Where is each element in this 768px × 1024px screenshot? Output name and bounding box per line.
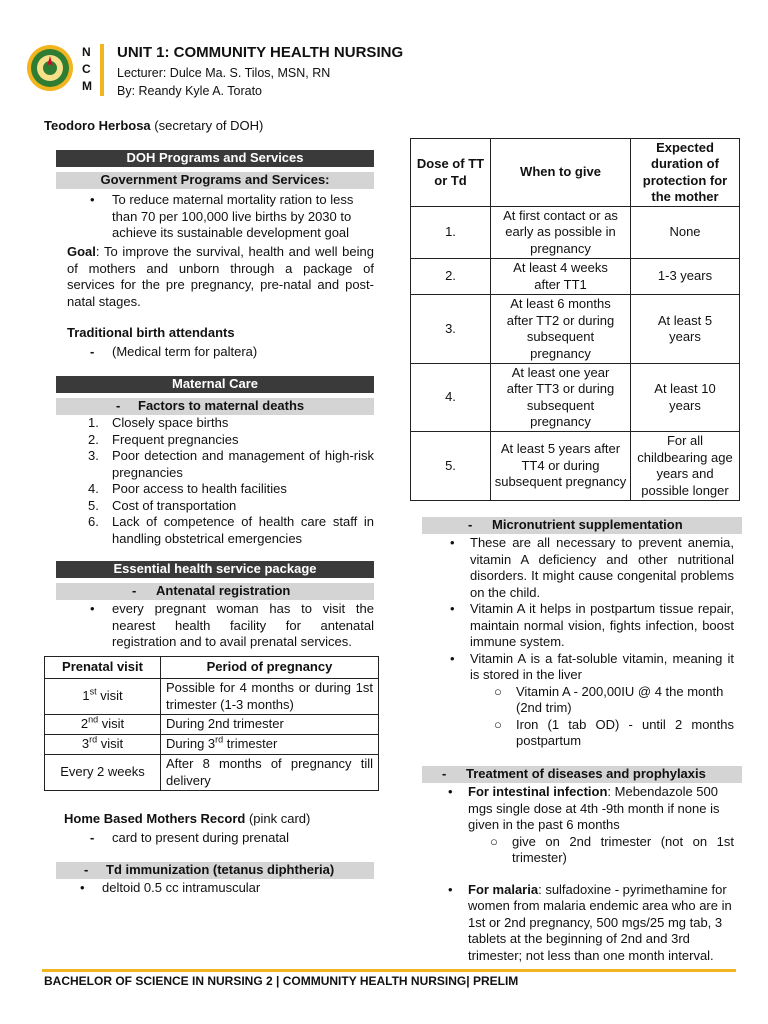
secretary-role: (secretary of DOH) — [154, 118, 264, 133]
prenatal-table — [44, 656, 379, 791]
author-line: By: Reandy Kyle A. Torato — [117, 84, 262, 98]
dose-cell: 2. — [411, 259, 491, 295]
td-dash: - — [84, 862, 89, 877]
table-row — [411, 432, 740, 501]
dose-cell: 5. — [411, 432, 491, 501]
school-seal — [26, 44, 74, 92]
micro-list — [450, 535, 734, 750]
period-cell: During 3rd trimester — [161, 735, 379, 755]
table-header-row — [45, 657, 379, 679]
table-row — [411, 207, 740, 259]
section-bar-maternal: Maternal Care — [56, 376, 374, 393]
treatment-list — [448, 784, 734, 964]
when-cell: At least 4 weeks after TT1 — [491, 259, 631, 295]
micro-sub-bullet-text: Vitamin A - 200,00IU @ 4 the month (2nd trim) — [516, 683, 724, 715]
factors-label: Factors to maternal deaths — [138, 398, 305, 413]
dose-cell: 4. — [411, 364, 491, 432]
secretary-name: Teodoro Herbosa — [44, 118, 151, 133]
table-header: When to give — [491, 139, 631, 207]
list-text: Poor access to health facilities — [112, 481, 287, 496]
section-bar-essential: Essential health service package — [56, 561, 374, 578]
list-item: ○ give on 2nd trimester (not on 1st trimester) — [490, 833, 734, 865]
duration-cell: At least 5 years — [631, 295, 740, 364]
ncm-letter: C — [82, 62, 91, 76]
home-record-line — [64, 811, 310, 828]
subsection-bar-micro — [422, 517, 742, 534]
doh-bullet: • To reduce maternal mortality ration to less than 70 per 100,000 live births by 2030 to achieve its sustainable development goal — [90, 192, 354, 240]
treatment-label: Treatment of diseases and prophylaxis — [466, 766, 706, 781]
doh-bullet-text: To reduce maternal mortality ration to less than 70 per 100,000 live births by 2030 to achieve its sustainable development goal — [112, 192, 354, 240]
visit-cell: Every 2 weeks — [45, 755, 161, 791]
home-record-item — [90, 830, 374, 847]
list-item: ○ Vitamin A - 200,00IU @ 4 the month (2nd trim) — [494, 683, 724, 715]
tba-item-text: (Medical term for paltera) — [112, 344, 258, 359]
list-number: 4. — [88, 481, 99, 496]
home-dash: - — [90, 830, 95, 845]
treatment-dash: - — [442, 766, 447, 781]
table-row — [45, 715, 379, 735]
when-cell: At first contact or as early as possible in pregnancy — [491, 207, 631, 259]
visit-cell: 1st visit — [45, 679, 161, 715]
tba-item — [90, 344, 374, 361]
micro-bullet-text: Vitamin A it helps in postpartum tissue repair, maintain normal vision, fights infection, boost immune system. — [470, 601, 734, 649]
footer-rule — [42, 969, 736, 972]
list-item — [88, 415, 374, 432]
duration-cell: 1-3 years — [631, 259, 740, 295]
micro-sub-bullet-text: Iron (1 tab OD) - until 2 months postpartum — [516, 716, 734, 748]
when-cell: At least 6 months after TT2 or during subsequent pregnancy — [491, 295, 631, 364]
section-bar-doh: DOH Programs and Services — [56, 150, 374, 167]
ncm-letter: M — [82, 79, 92, 93]
list-item: • For malaria: sulfadoxine - pyrimethamine for women from malaria endemic area who are in 1st or 2nd pregnancy, 500 mgs/25 mg tab, 3 tablets at the beginning of 2nd and 3rd trimester; not less than one month interval. — [448, 881, 732, 963]
antenatal-dash: - — [132, 583, 137, 598]
footer-text: BACHELOR OF SCIENCE IN NURSING 2 | COMMUNITY HEALTH NURSING| PRELIM — [44, 974, 519, 988]
ncm-letters — [82, 44, 96, 95]
list-item: • Vitamin A is a fat-soluble vitamin, meaning it is stored in the liver — [450, 650, 734, 682]
subsection-bar-treatment — [422, 766, 742, 783]
list-item: • For intestinal infection: Mebendazole 500 mgs single dose at 4th -9th month if none is given in the past 6 months — [448, 784, 720, 832]
dose-cell: 1. — [411, 207, 491, 259]
list-item — [88, 448, 374, 481]
tba-heading: Traditional birth attendants — [67, 325, 235, 340]
list-number: 1. — [88, 415, 99, 430]
intestinal-sub-text: give on 2nd trimester (not on 1st trimester) — [512, 833, 734, 865]
list-item — [88, 481, 374, 498]
unit-title: UNIT 1: COMMUNITY HEALTH NURSING — [117, 44, 404, 61]
home-record-heading: Home Based Mothers Record — [64, 811, 246, 826]
table-header: Period of pregnancy — [161, 657, 379, 679]
table-row — [45, 755, 379, 791]
subsection-bar-antenatal — [56, 583, 374, 600]
table-header: Dose of TT or Td — [411, 139, 491, 207]
list-item — [88, 514, 374, 547]
antenatal-label: Antenatal registration — [156, 583, 291, 598]
list-text: Frequent pregnancies — [112, 431, 239, 447]
malaria-text: : sulfadoxine - pyrimethamine for women from malaria endemic area who are in 1st or 2nd pregnancy, 500 mgs/25 mg tab, 3 tablets at the beginning of 2nd and 3rd trimester; not less than one month interval. — [468, 881, 732, 963]
factors-dash: - — [116, 398, 121, 413]
duration-cell: At least 10 years — [631, 364, 740, 432]
goal-text: : To improve the survival, health and well being of mothers and unborn through a package of services for the pre pregnancy, pre-natal and post-natal stages. — [67, 244, 374, 309]
td-bullet-text: deltoid 0.5 cc intramuscular — [102, 880, 261, 895]
lecturer-line: Lecturer: Dulce Ma. S. Tilos, MSN, RN — [117, 66, 331, 80]
subsection-bar-gov: Government Programs and Services: — [56, 172, 374, 189]
period-cell: After 8 months of pregnancy till delivery — [161, 755, 379, 791]
table-row — [411, 259, 740, 295]
subsection-bar-td — [56, 862, 374, 879]
duration-cell: For all childbearing age years and possible longer — [631, 432, 740, 501]
td-bullet: • deltoid 0.5 cc intramuscular — [80, 880, 261, 895]
micro-label: Micronutrient supplementation — [492, 517, 683, 532]
period-cell: Possible for 4 months or during 1st trimester (1-3 months) — [161, 679, 379, 715]
list-number: 2. — [88, 431, 99, 447]
ncm-letter: N — [82, 45, 91, 59]
table-row — [411, 295, 740, 364]
list-item: • These are all necessary to prevent anemia, vitamin A deficiency and other nutritional disorders. It might cause congenital problems on the child. — [450, 535, 734, 600]
subsection-bar-factors — [56, 398, 374, 415]
goal-paragraph — [67, 244, 374, 310]
visit-cell: 2nd visit — [45, 715, 161, 735]
list-text: Lack of competence of health care staff in handling obstetrical emergencies — [112, 514, 374, 546]
when-cell: At least 5 years after TT4 or during subsequent pregnancy — [491, 432, 631, 501]
duration-cell: None — [631, 207, 740, 259]
table-row — [411, 364, 740, 432]
period-cell: During 2nd trimester — [161, 715, 379, 735]
intestinal-label: For intestinal infection — [468, 784, 608, 799]
goal-label: Goal — [67, 244, 96, 259]
when-cell: At least one year after TT3 or during subsequent pregnancy — [491, 364, 631, 432]
header-accent-bar — [100, 44, 104, 96]
list-text: Closely space births — [112, 415, 229, 430]
micro-bullet-text: Vitamin A is a fat-soluble vitamin, meaning it is stored in the liver — [470, 650, 734, 682]
table-header-row — [411, 139, 740, 207]
intestinal-text: : Mebendazole 500 mgs single dose at 4th -9th month if none is given in the past 6 months — [468, 784, 720, 832]
visit-cell: 3rd visit — [45, 735, 161, 755]
tt-table — [410, 138, 740, 501]
antenatal-bullet-text: every pregnant woman has to visit the nearest health facility for antenatal registration and to avail prenatal services. — [112, 601, 374, 649]
td-label: Td immunization (tetanus diphtheria) — [106, 862, 335, 877]
malaria-label: For malaria — [468, 881, 539, 897]
home-record-tail: (pink card) — [245, 811, 311, 826]
table-header: Expected duration of protection for the mother — [631, 139, 740, 207]
tba-dash: - — [90, 344, 95, 359]
list-item: • Vitamin A it helps in postpartum tissue repair, maintain normal vision, fights infection, boost immune system. — [450, 601, 734, 649]
list-item — [88, 432, 374, 449]
dose-cell: 3. — [411, 295, 491, 364]
micro-bullet-text: These are all necessary to prevent anemia, vitamin A deficiency and other nutritional disorders. It might cause congenital problems on the child. — [470, 535, 734, 600]
table-row — [45, 735, 379, 755]
home-item-text: card to present during prenatal — [112, 830, 290, 845]
list-number: 6. — [88, 514, 99, 529]
antenatal-bullet: • every pregnant woman has to visit the nearest health facility for antenatal registration and to avail prenatal services. — [90, 601, 374, 649]
secretary-line — [44, 118, 263, 135]
list-number: 3. — [88, 448, 99, 463]
table-header: Prenatal visit — [45, 657, 161, 679]
list-item — [88, 498, 374, 515]
list-item: ○ Iron (1 tab OD) - until 2 months postpartum — [494, 716, 734, 748]
list-text: Cost of transportation — [112, 497, 237, 513]
list-number: 5. — [88, 497, 99, 513]
factors-list — [88, 415, 374, 547]
list-text: Poor detection and management of high-risk pregnancies — [112, 448, 374, 480]
table-row — [45, 679, 379, 715]
micro-dash: - — [468, 517, 473, 532]
